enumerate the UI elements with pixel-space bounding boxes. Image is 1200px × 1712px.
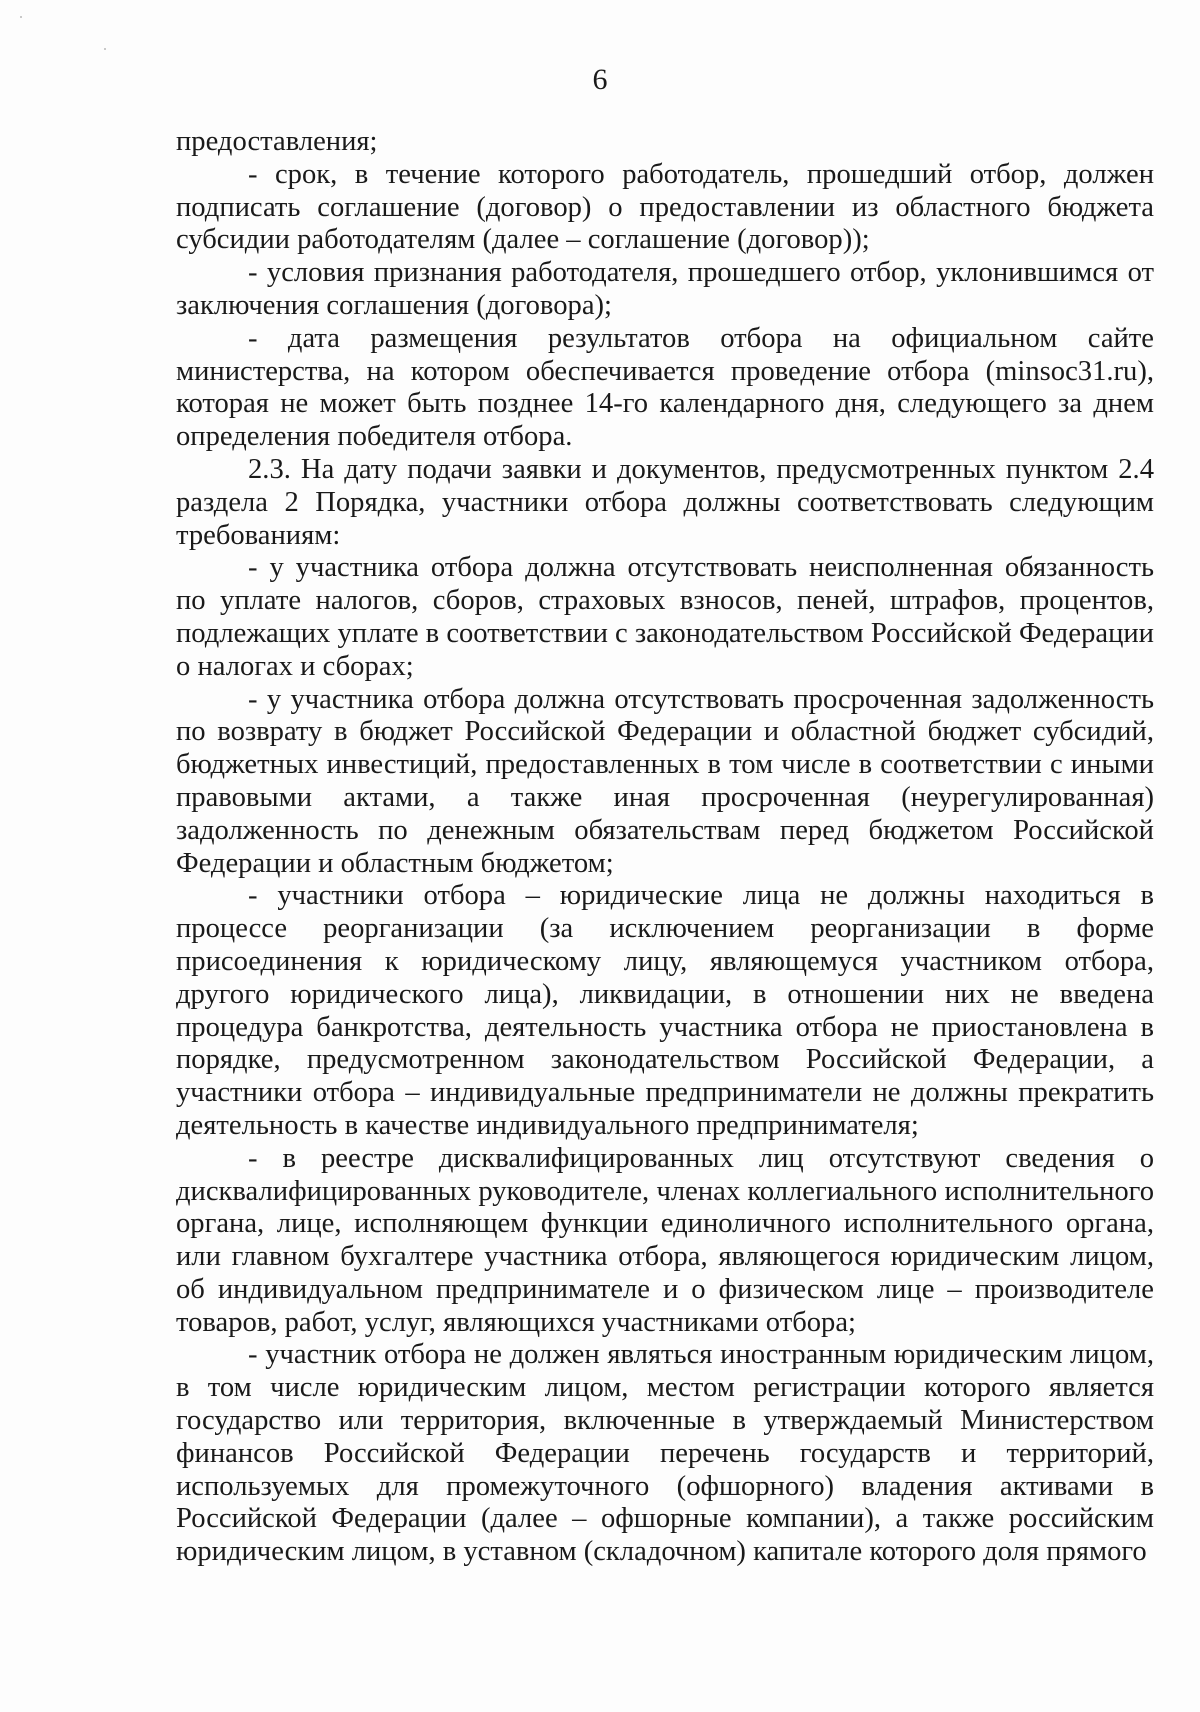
paragraph-section-2-3: 2.3. На дату подачи заявки и документов, предусмотренных пунктом 2.4 раздела 2 Порядка, участники отбора должны соответствовать следующим требованиям: — [176, 453, 1154, 551]
paragraph-continuation: предоставления; — [176, 126, 378, 157]
paragraph-disqualified-persons: - в реестре дисквалифицированных лиц отсутствуют сведения о дисквалифицированных руководителе, членах коллегиального исполнительного органа, лице, исполняющем функции единоличного исполнительного органа, или главном бухгалтере участника отбора, являющегося юридическим лицом, об индивидуальном предпринимателе и о физическом лице – производителе товаров, работ, услуг, являющихся участниками отбора; — [176, 1142, 1154, 1338]
paragraph-reorganization: - участники отбора – юридические лица не должны находиться в процессе реорганизации (за исключением реорганизации в форме присоединения к юридическому лицу, являющемуся участником отбора, другого юридического лица), ликвидации, в отношении них не введена процедура банкротства, деятельность участника отбора не приостановлена в порядке, предусмотренном законодательством Российской Федерации, а участники отбора – индивидуальные предприниматели не должны прекратить деятельность в качестве индивидуального предпринимателя; — [176, 880, 1154, 1141]
scan-speck — [104, 48, 106, 50]
document-body — [176, 126, 1154, 1569]
page-number: 6 — [592, 63, 608, 96]
paragraph-tax-obligations: - у участника отбора должна отсутствовать неисполненная обязанность по уплате налогов, сборов, страховых взносов, пеней, штрафов, процентов, подлежащих уплате в соответствии с законодательством Российской Федерации о налогах и сборах; — [176, 552, 1154, 682]
paragraph-evasion-conditions: - условия признания работодателя, прошедшего отбор, уклонившимся от заключения соглашения (договора); — [176, 257, 1154, 321]
paragraph-results-publication-date: - дата размещения результатов отбора на официальном сайте министерства, на котором обеспечивается проведение отбора (minsoc31.ru), которая не может быть позднее 14-го календарного дня, следующего за днем определения победителя отбора. — [176, 322, 1154, 453]
paragraph-signing-deadline: - срок, в течение которого работодатель, прошедший отбор, должен подписать соглашение (договор) о предоставлении из областного бюджета субсидии работодателям (далее – соглашение (договор)); — [176, 158, 1154, 256]
paragraph-overdue-debt: - у участника отбора должна отсутствовать просроченная задолженность по возврату в бюджет Российской Федерации и областной бюджет субсидий, бюджетных инвестиций, предоставленных в том числе в соответствии с иными правовыми актами, а также иная просроченная (неурегулированная) задолженность по денежным обязательствам перед бюджетом Российской Федерации и областным бюджетом; — [176, 683, 1154, 879]
scan-speck — [20, 16, 22, 18]
paragraph-foreign-entity: - участник отбора не должен являться иностранным юридическим лицом, в том числе юридическим лицом, местом регистрации которого является государство или территория, включенные в утверждаемый Министерством финансов Российской Федерации перечень государств и территорий, используемых для промежуточного (офшорного) владения активами в Российской Федерации (далее – офшорные компании), а также российским юридическим лицом, в уставном (складочном) капитале которого доля прямого — [176, 1339, 1154, 1568]
